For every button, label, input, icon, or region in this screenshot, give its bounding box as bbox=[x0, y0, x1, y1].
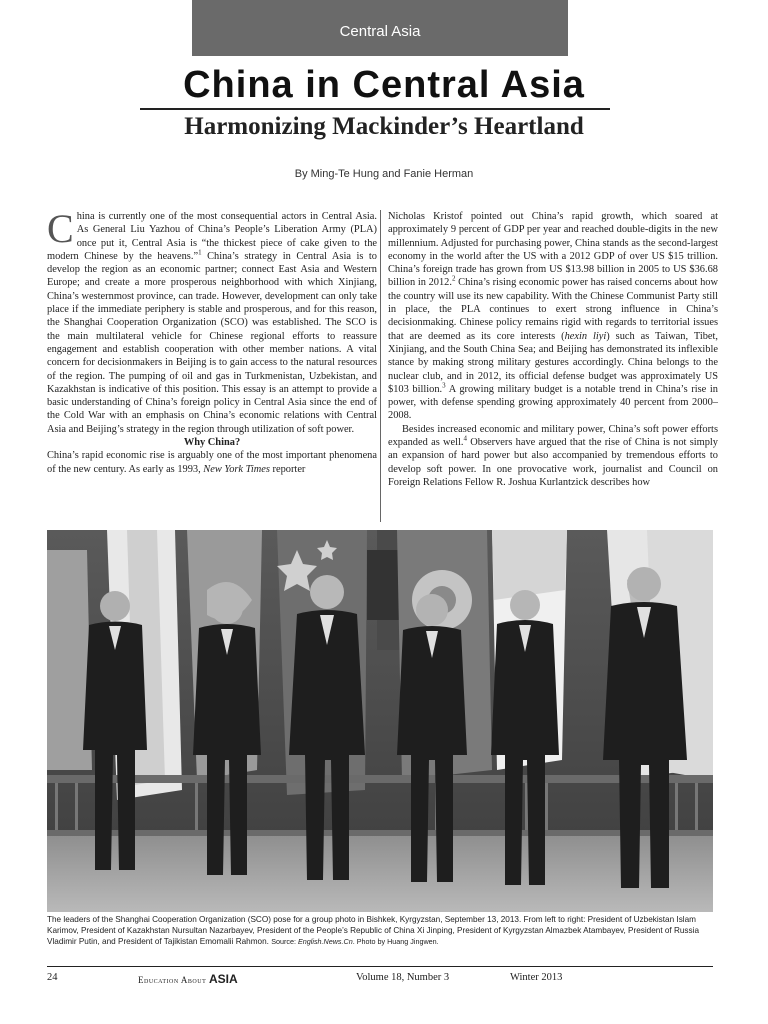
group-photo bbox=[47, 530, 713, 912]
article-subtitle: Harmonizing Mackinder’s Heartland bbox=[184, 113, 584, 140]
issue-date: Winter 2013 bbox=[510, 972, 563, 983]
photo-caption bbox=[47, 914, 713, 947]
byline: By Ming-Te Hung and Fanie Herman bbox=[294, 168, 474, 180]
italic-text: hexin liyi bbox=[564, 330, 607, 342]
caption-credit: . Photo by Huang Jingwen. bbox=[352, 937, 439, 946]
text-run: Observers have argued that the rise of China is not simply an expansion of hard power but also accompanied by tremendous efforts to develop soft power. In one provocative work, journalist and Council on Foreign Relations Fellow R. Joshua Kurlantzick describes how bbox=[388, 437, 718, 488]
footnote-ref: 2 bbox=[451, 275, 456, 284]
text-run: China’s strategy in Central Asia is to develop the region as an economic partner; connect East Asia and Western Europe; and create a more prosperous neighborhood with which Xinjiang, China’s westernmost province, can trade. However, development can only take place if the immediate periphery is stable and prosperous, and for this reason, the Shanghai Cooperation Organization (SCO) was established. The SCO is the main multilateral vehicle for Chinese regional efforts to reassure engagement and establish cooperation with other member nations. A vital concern for decisionmakers in Beijing is to gain access to the natural resources of the region. The pumping of oil and gas in Turkmenistan, Uzbekistan, and Kazakhstan is indicative of this position. This essay is an attempt to provide a basic understanding of China’s foreign policy in Central Asia since the end of the Cold War with an emphasis on China’s economic relations with Central Asia and Beijing’s strategy in the region through utilization of soft power. bbox=[47, 250, 377, 435]
text-run: China’s rising economic power has raised concerns about how the country will use its new capability. With the Chinese Communist Party still in place, the PLA continues to exert strong influence in China’s decisionmaking. Chinese policy remains rigid with regards to territorial issues that are deemed as its core interests ( bbox=[388, 277, 718, 342]
text-column-right bbox=[388, 210, 718, 489]
volume-info: Volume 18, Number 3 bbox=[356, 972, 450, 983]
drop-cap: C bbox=[47, 206, 74, 251]
column-divider bbox=[380, 210, 381, 522]
page-number: 24 bbox=[47, 972, 58, 983]
section-label: Central Asia bbox=[339, 23, 421, 40]
text-run: Nicholas Kristof pointed out China’s rapid growth, which soared at approximately 9 percent of GDP per year and reached double-digits in the new millennium. Adjusted for purchasing power, China stands as the second-largest economy in the world after the US with a 2012 GDP of over US $15 trillion. China’s foreign trade has grown from US $13.98 billion in 2005 to US $36.68 billion in 2012. bbox=[388, 211, 718, 289]
italic-text: New York Times bbox=[203, 463, 270, 475]
title-divider bbox=[140, 108, 610, 110]
paragraph-intro bbox=[47, 206, 377, 436]
footnote-ref: 1 bbox=[198, 248, 202, 257]
text-run: A growing military budget is a notable trend in China’s rise in power, with defense spending growing approximately 40 percent from 2000–2008. bbox=[388, 383, 718, 422]
text-column-left bbox=[47, 206, 377, 476]
journal-asia: ASIA bbox=[209, 972, 238, 986]
paragraph bbox=[47, 449, 377, 476]
text-run: China’s rapid economic rise is arguably one of the most important phenomena of the new century. As early as 1993, bbox=[47, 450, 377, 475]
subheading: Why China? bbox=[183, 437, 241, 449]
caption-source-label: Source: bbox=[271, 937, 298, 946]
journal-prefix: Education About bbox=[138, 975, 209, 985]
text-run: Besides increased economic and military power, China’s soft power efforts expanded as well. bbox=[388, 423, 718, 449]
paragraph bbox=[388, 210, 718, 423]
caption-text: The leaders of the Shanghai Cooperation Organization (SCO) pose for a group photo in Bishkek, Kyrgyzstan, September 13, 2013. From left to right: President of Uzbekistan Islam Karimov, President of Kazakhstan Nursultan Nazarbayev, President of the People’s Republic of China Xi Jinping, President of Kyrgyzstan Almazbek Atambayev, President of Russia Vladimir Putin, and President of Tajikistan Emomalii Rahmon. bbox=[47, 915, 699, 946]
journal-name bbox=[138, 972, 238, 986]
footnote-ref: 3 bbox=[442, 381, 446, 390]
caption-source: English.News.Cn bbox=[297, 937, 353, 946]
footnote-ref: 4 bbox=[463, 434, 467, 443]
footer-divider bbox=[47, 966, 713, 967]
text-run: reporter bbox=[269, 463, 306, 475]
paragraph bbox=[388, 423, 718, 489]
text-run: hina is currently one of the most consequential actors in Central Asia. As General Liu Yazhou of China’s People’s Liberation Army (PLA) once put it, Central Asia is “the thickest piece of cake given to the modern Chinese by the heavens.” bbox=[47, 211, 377, 262]
text-run: ) such as Taiwan, Tibet, Xinjiang, and the South China Sea; and Beijing has demonstrated its inflexible stance by making strong military gestures accordingly. China belongs to the nuclear club, and in 2012, its official defense budget was approximately US $103 billion. bbox=[388, 330, 718, 395]
section-tab bbox=[192, 0, 568, 56]
article-title: China in Central Asia bbox=[183, 64, 585, 106]
